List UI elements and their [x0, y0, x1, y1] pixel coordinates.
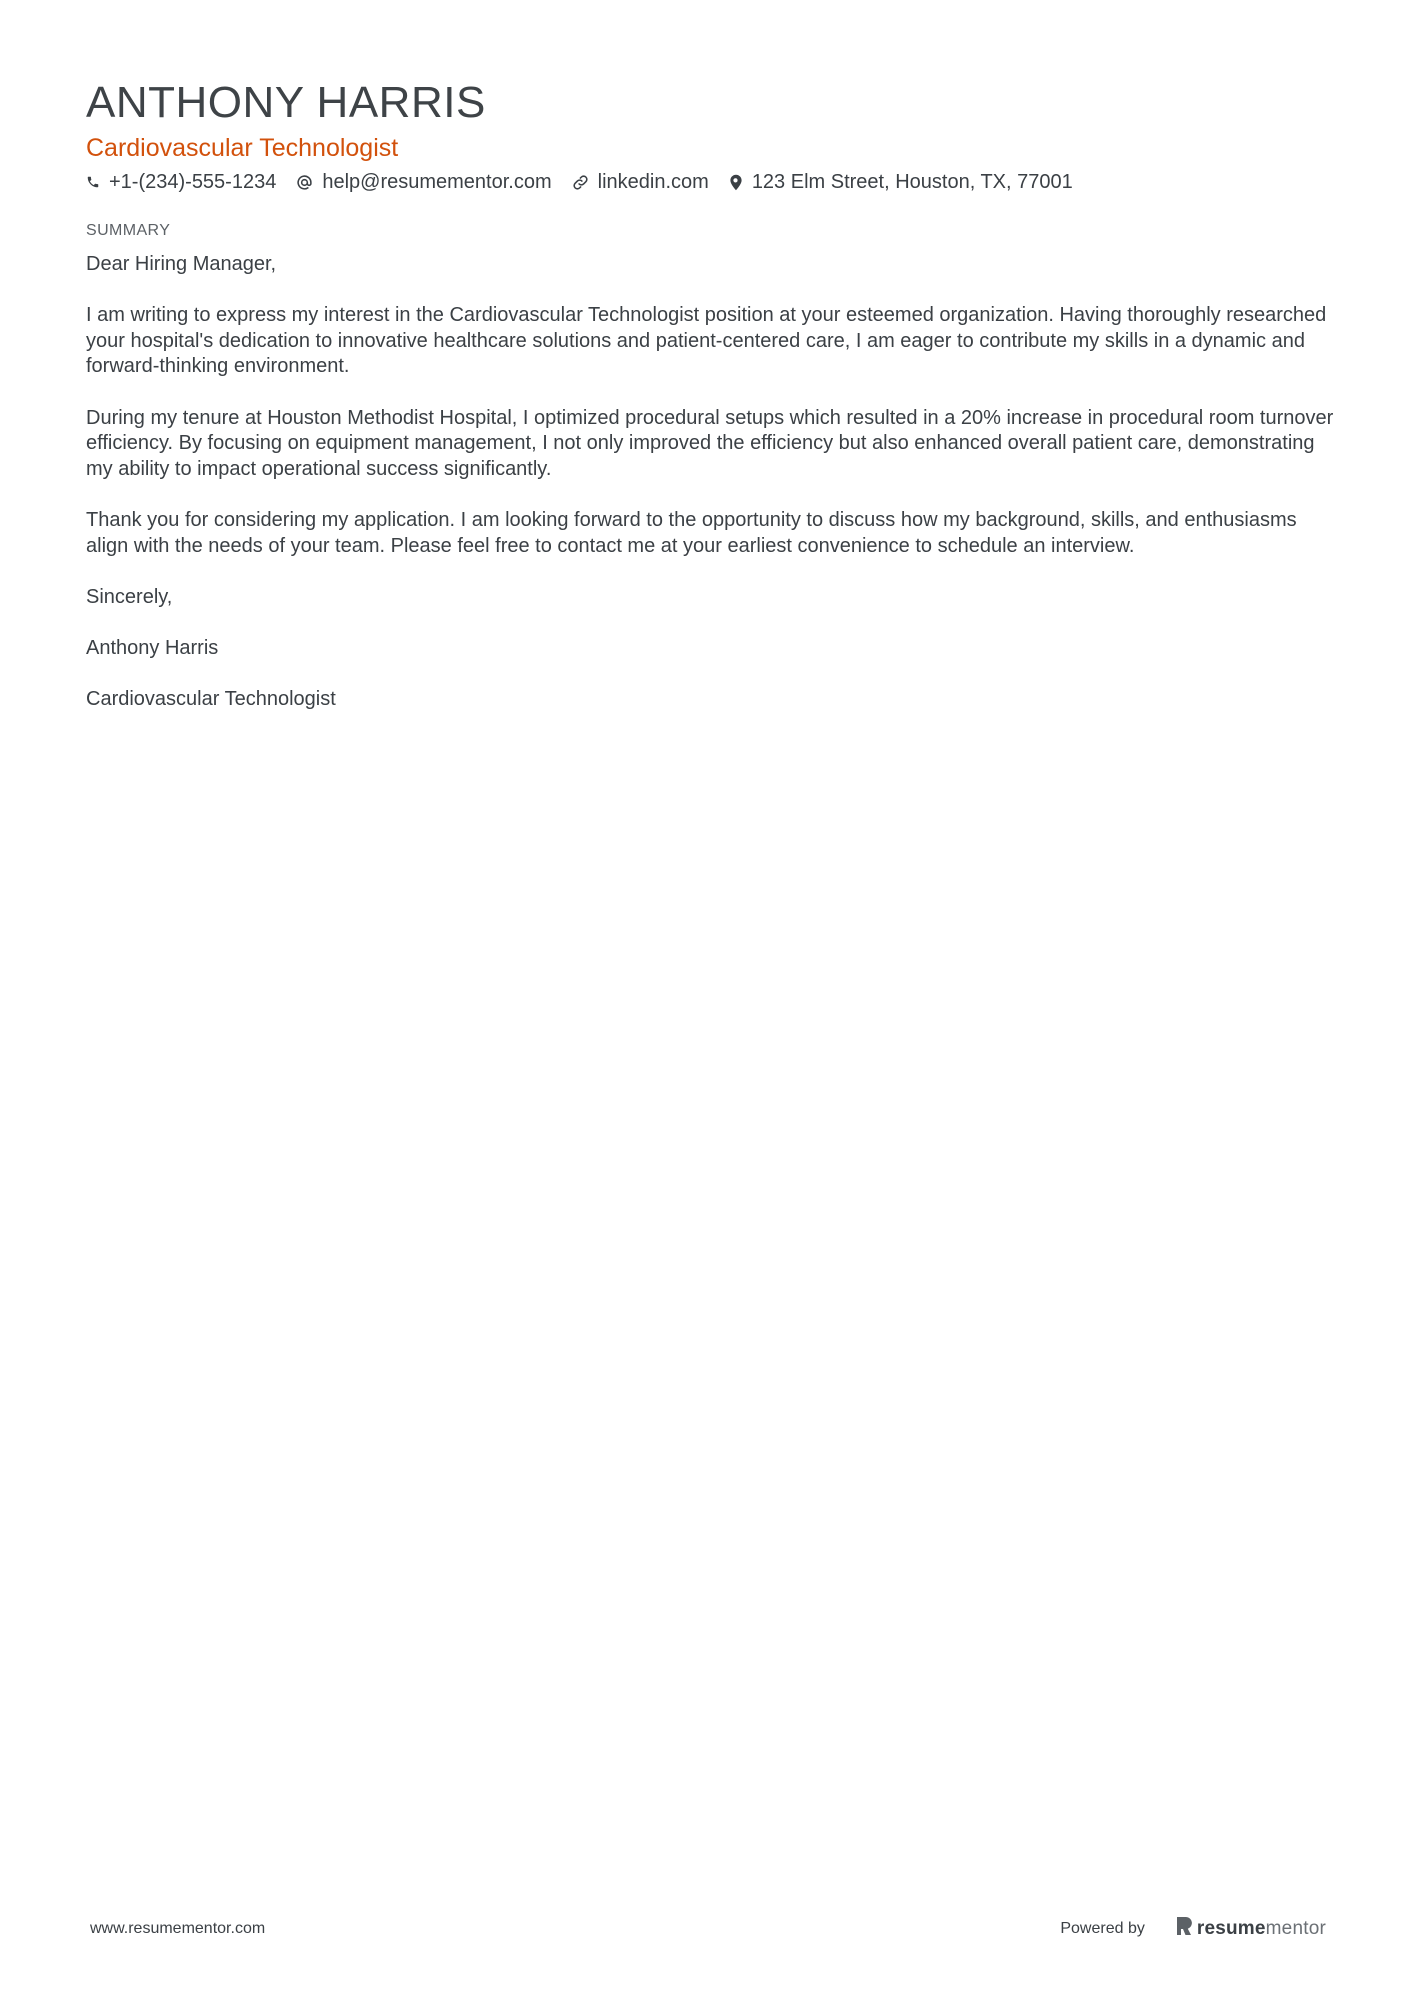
signature-title: Cardiovascular Technologist: [86, 688, 336, 711]
phone-text: +1-(234)-555-1234: [109, 171, 277, 193]
resumementor-logo-icon: [1175, 1915, 1193, 1943]
letter-paragraph-1: I am writing to express my interest in the Cardiovascular Technologist position at your esteemed organization. Having thoroughly researched your hospital's dedication to innovative healthcare solutions and patient-centered care, I am eager to contribute my skills in a dynamic and forward-thinking environment.: [86, 304, 1327, 378]
signature-name: Anthony Harris: [86, 636, 219, 659]
location-pin-icon: [729, 174, 743, 191]
section-title-summary: SUMMARY: [86, 222, 171, 239]
address-text: 123 Elm Street, Houston, TX, 77001: [751, 171, 1073, 193]
contact-row: [86, 168, 1326, 196]
letter-paragraph-3: Thank you for considering my application. I am looking forward to the opportunity to discuss how my background, skills, and enthusiasms align with the needs of your team. Please feel free to contact me at your earliest convenience to schedule an interview.: [86, 508, 1297, 557]
letter-closing: Sincerely,: [86, 585, 173, 608]
letter-greeting: Dear Hiring Manager,: [86, 253, 277, 275]
header: [86, 78, 1326, 196]
contact-phone: [86, 168, 276, 196]
footer-branding: [1060, 1915, 1326, 1943]
resumementor-logo[interactable]: [1175, 1915, 1326, 1943]
letter-body: [86, 252, 1336, 738]
contact-email: [296, 168, 551, 196]
letter-paragraph-2: During my tenure at Houston Methodist Hospital, I optimized procedural setups which resulted in a 20% increase in procedural room turnover efficiency. By focusing on equipment management, I not only improved the efficiency but also enhanced overall patient care, demonstrating my ability to impact operational success significantly.: [86, 406, 1334, 480]
job-title: Cardiovascular Technologist: [86, 134, 399, 162]
linkedin-text: linkedin.com: [597, 171, 709, 193]
link-icon: [572, 174, 589, 191]
brand-name-part2: mentor: [1265, 1918, 1326, 1939]
powered-by-text: Powered by: [1060, 1920, 1145, 1937]
phone-icon: [86, 175, 100, 189]
at-icon: [296, 174, 313, 191]
candidate-name: ANTHONY HARRIS: [86, 78, 486, 127]
email-text: help@resumementor.com: [322, 171, 552, 193]
brand-name-part1: resume: [1196, 1918, 1266, 1939]
contact-address: [729, 168, 1073, 196]
footer-website[interactable]: www.resumementor.com: [90, 1920, 266, 1937]
contact-linkedin: [572, 168, 709, 196]
